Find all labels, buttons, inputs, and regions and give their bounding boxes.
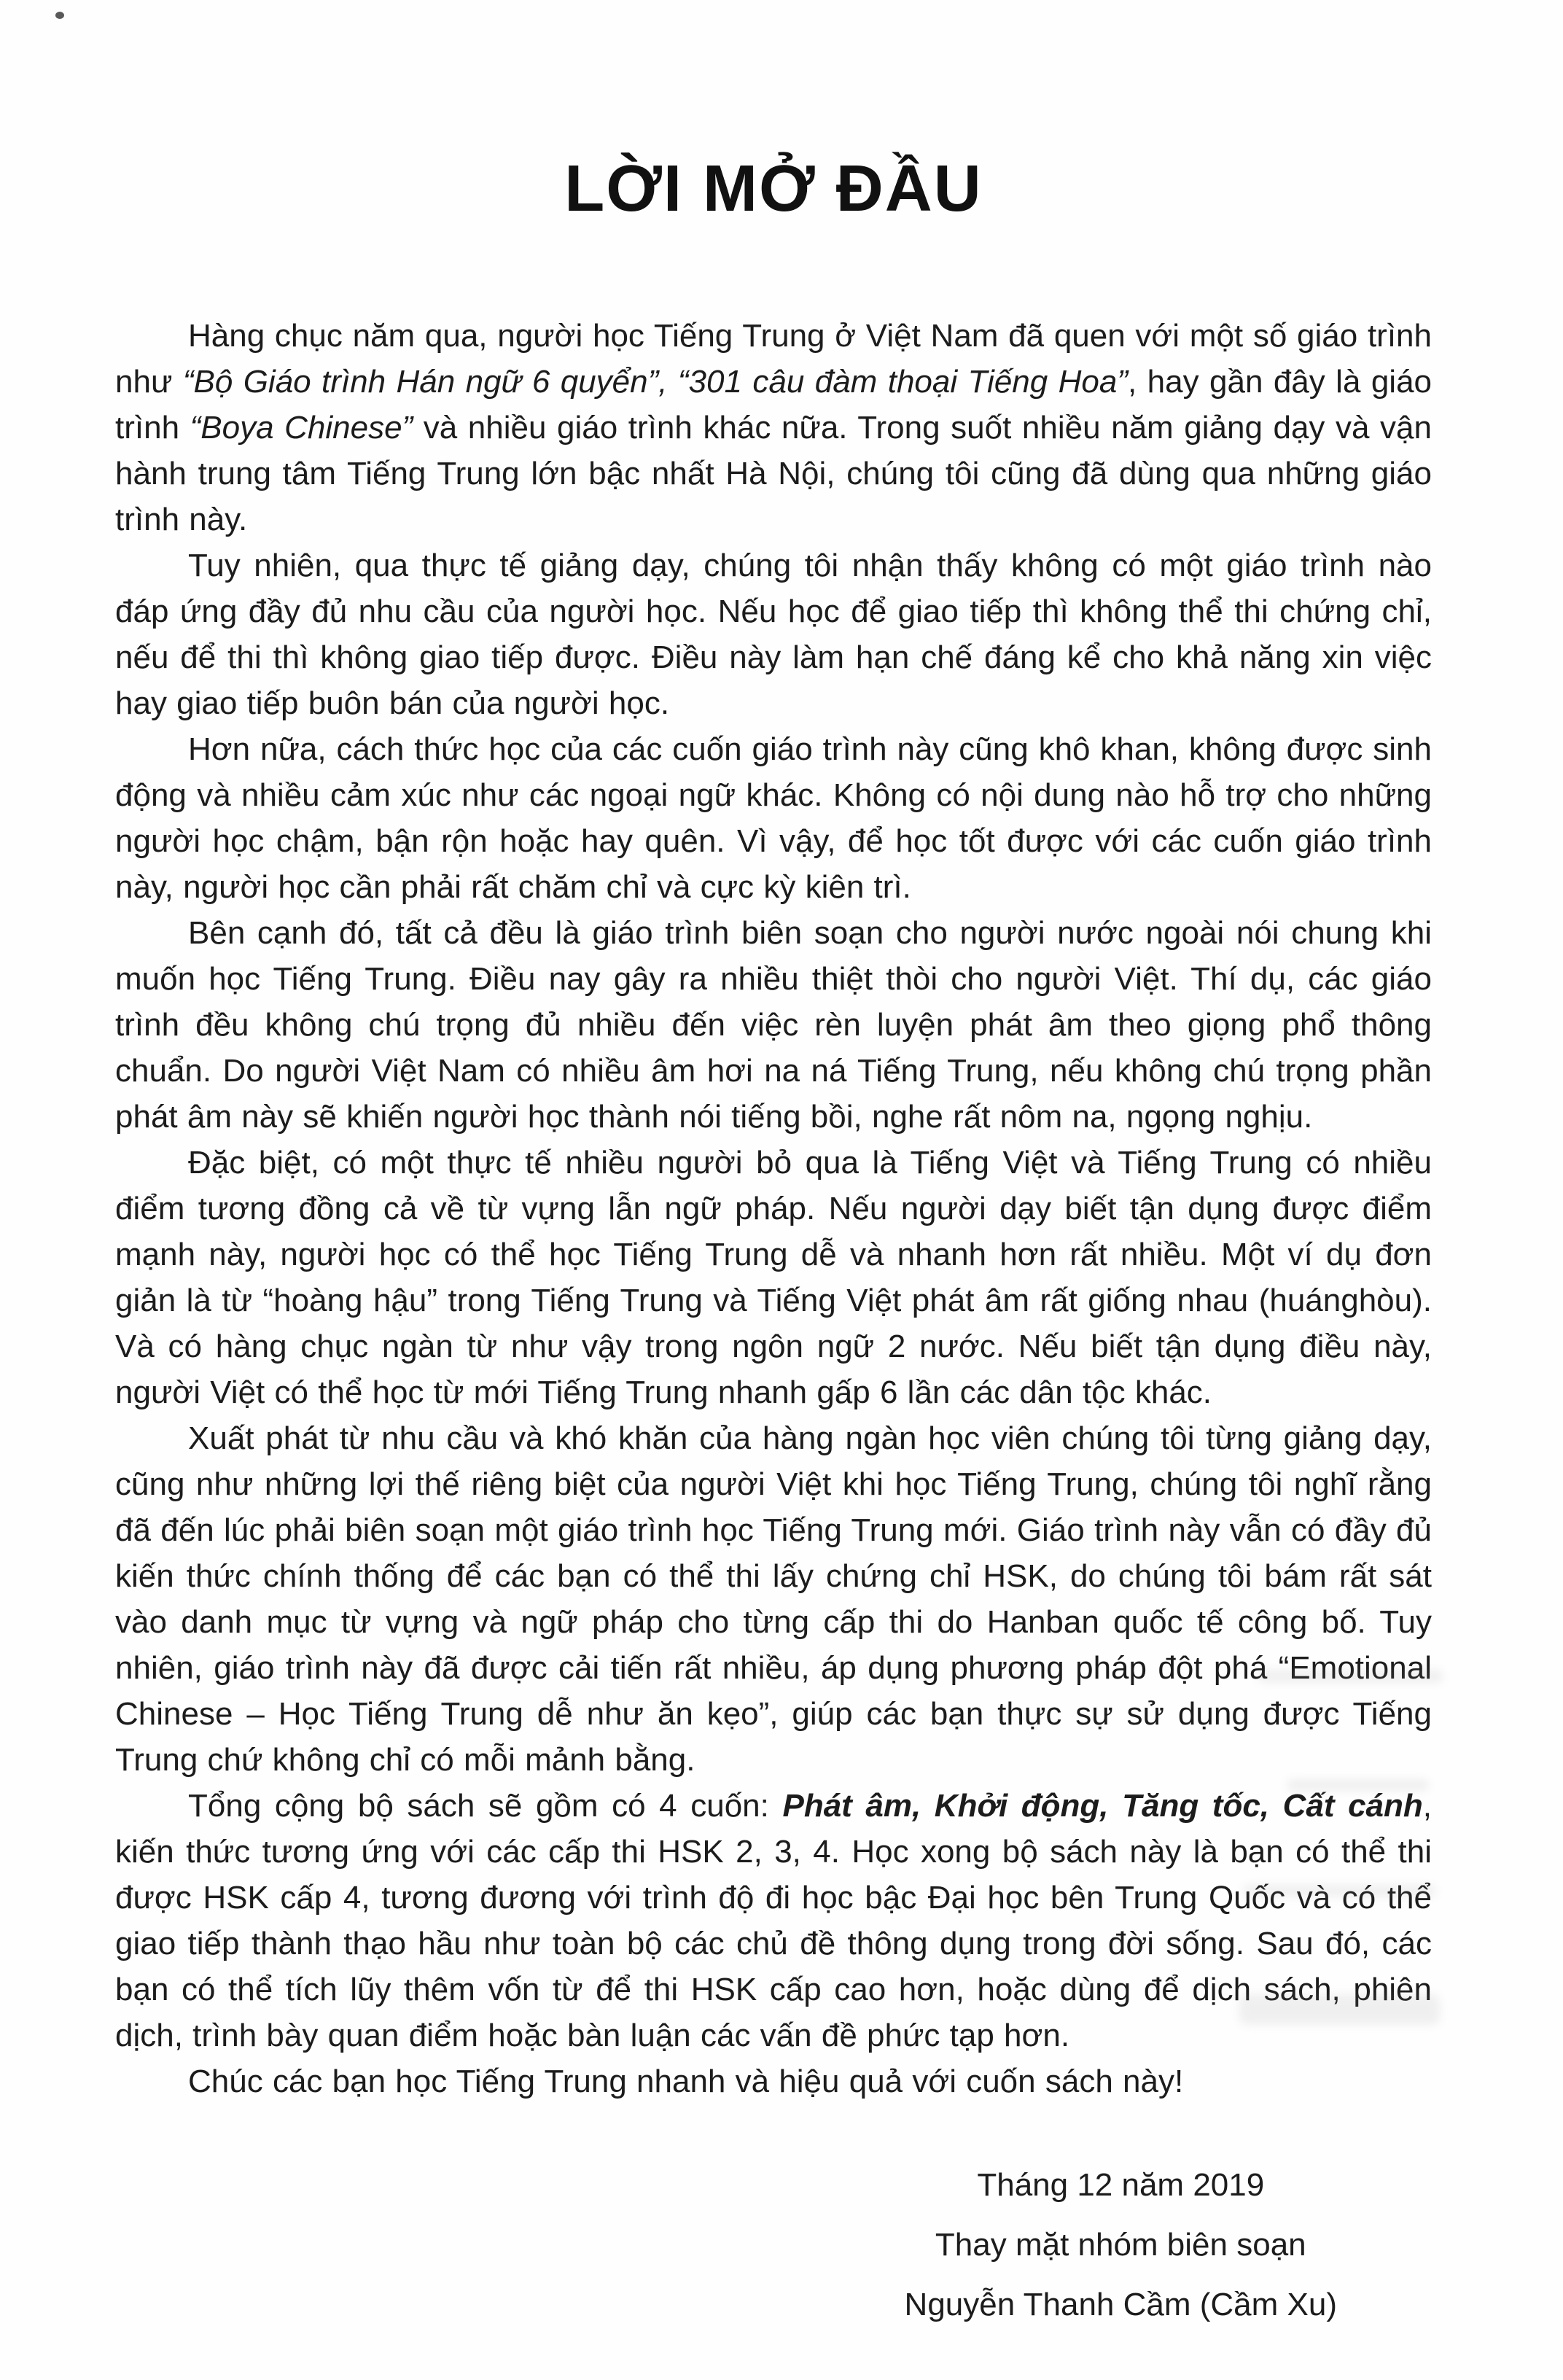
signature-role: Thay mặt nhóm biên soạn	[935, 2227, 1306, 2263]
preface-paragraph	[115, 1140, 1432, 1415]
text-segment: Phát âm, Khởi động, Tăng tốc, Cất cánh	[782, 1788, 1423, 1824]
text-segment: “Bộ Giáo trình Hán ngữ 6 quyển”, “301 câu đàm thoại Tiếng Hoa”	[182, 364, 1129, 400]
signature-date: Tháng 12 năm 2019	[977, 2167, 1265, 2203]
text-segment: , hay gần đây là giáo trình	[115, 364, 1433, 446]
text-segment: Hàng chục năm qua, người học Tiếng Trung ở Việt Nam đã quen với một số giáo trình như	[115, 318, 1432, 400]
text-segment: Hơn nữa, cách thức học của các cuốn giáo trình này cũng khô khan, không được sinh động và nhiều cảm xúc như các ngoại ngữ khác. Không có nội dung nào hỗ trợ cho những người học chậm, bận rộn hoặc hay quên. Vì vậy, để học tốt được với các cuốn giáo trình này, người học cần phải rất chăm chỉ và cực kỳ kiên trì.	[115, 731, 1432, 905]
text-segment: , kiến thức tương ứng với các cấp thi HSK 2, 3, 4. Học xong bộ sách này là bạn có thể thi được HSK cấp 4, tương đương với trình độ đi học bậc Đại học bên Trung Quốc và có thể giao tiếp thành thạo hầu như toàn bộ các chủ đề thông dụng trong đời sống. Sau đó, các bạn có thể tích lũy thêm vốn từ để thi HSK cấp cao hơn, hoặc dùng để dịch sách, phiên dịch, trình bày quan điểm hoặc bàn luận các vấn đề phức tạp hơn.	[115, 1788, 1433, 2053]
signature-block	[905, 2155, 1337, 2335]
preface-paragraph	[115, 313, 1432, 542]
text-segment: Xuất phát từ nhu cầu và khó khăn của hàng ngàn học viên chúng tôi từng giảng dạy, cũng như những lợi thế riêng biệt của người Việt khi học Tiếng Trung, chúng tôi nghĩ rằng đã đến lúc phải biên soạn một giáo trình học Tiếng Trung mới. Giáo trình này vẫn có đầy đủ kiến thức chính thống để các bạn có thể thi lấy chứng chỉ HSK, do chúng tôi bám rất sát vào danh mục từ vựng và ngữ pháp cho từng cấp thi do Hanban quốc tế công bố. Tuy nhiên, giáo trình này đã được cải tiến rất nhiều, áp dụng phương pháp đột phá “Emotional Chinese – Học Tiếng Trung dễ như ăn kẹo”, giúp các bạn thực sự sử dụng được Tiếng Trung chứ không chỉ có mỗi mảnh bằng.	[115, 1420, 1432, 1778]
preface-paragraph	[115, 1415, 1432, 1783]
text-segment: Đặc biệt, có một thực tế nhiều người bỏ qua là Tiếng Việt và Tiếng Trung có nhiều điểm tương đồng cả về từ vựng lẫn ngữ pháp. Nếu người dạy biết tận dụng được điểm mạnh này, người học có thể học Tiếng Trung dễ và nhanh hơn rất nhiều. Một ví dụ đơn giản là từ “hoàng hậu” trong Tiếng Trung và Tiếng Việt phát âm rất giống nhau (huánghòu). Và có hàng chục ngàn từ như vậy trong ngôn ngữ 2 nước. Nếu biết tận dụng điều này, người Việt có thể học từ mới Tiếng Trung nhanh gấp 6 lần các dân tộc khác.	[115, 1145, 1432, 1410]
text-segment: Tuy nhiên, qua thực tế giảng dạy, chúng tôi nhận thấy không có một giáo trình nào đáp ứng đầy đủ nhu cầu của người học. Nếu học để giao tiếp thì không thể thi chứng chỉ, nếu để thi thì không giao tiếp được. Điều này làm hạn chế đáng kể cho khả năng xin việc hay giao tiếp buôn bán của người học.	[115, 548, 1432, 721]
page-title: LỜI MỞ ĐẦU	[564, 152, 983, 225]
preface-paragraph	[115, 1783, 1432, 2058]
preface-paragraphs	[115, 313, 1432, 2104]
preface-paragraph	[115, 726, 1432, 910]
text-segment: và nhiều giáo trình khác nữa. Trong suốt nhiều năm giảng dạy và vận hành trung tâm Tiếng Trung lớn bậc nhất Hà Nội, chúng tôi cũng đã dùng qua những giáo trình này.	[115, 410, 1432, 537]
text-segment: Tổng cộng bộ sách sẽ gồm có 4 cuốn:	[188, 1788, 783, 1824]
scan-speck-artifact	[55, 12, 64, 19]
text-segment: Chúc các bạn học Tiếng Trung nhanh và hiệu quả với cuốn sách này!	[188, 2064, 1184, 2099]
preface-paragraph	[115, 910, 1432, 1140]
preface-paragraph	[115, 542, 1432, 726]
text-segment: Bên cạnh đó, tất cả đều là giáo trình biên soạn cho người nước ngoài nói chung khi muốn học Tiếng Trung. Điều nay gây ra nhiều thiệt thòi cho người Việt. Thí dụ, các giáo trình đều không chú trọng đủ nhiều đến việc rèn luyện phát âm theo giọng phổ thông chuẩn. Do người Việt Nam có nhiều âm hơi na ná Tiếng Trung, nếu không chú trọng phần phát âm này sẽ khiến người học thành nói tiếng bồi, nghe rất nôm na, ngọng nghịu.	[115, 915, 1432, 1135]
signature-name: Nguyễn Thanh Cầm (Cầm Xu)	[904, 2287, 1337, 2322]
preface-paragraph	[115, 2058, 1432, 2104]
text-segment: “Boya Chinese”	[190, 410, 413, 446]
